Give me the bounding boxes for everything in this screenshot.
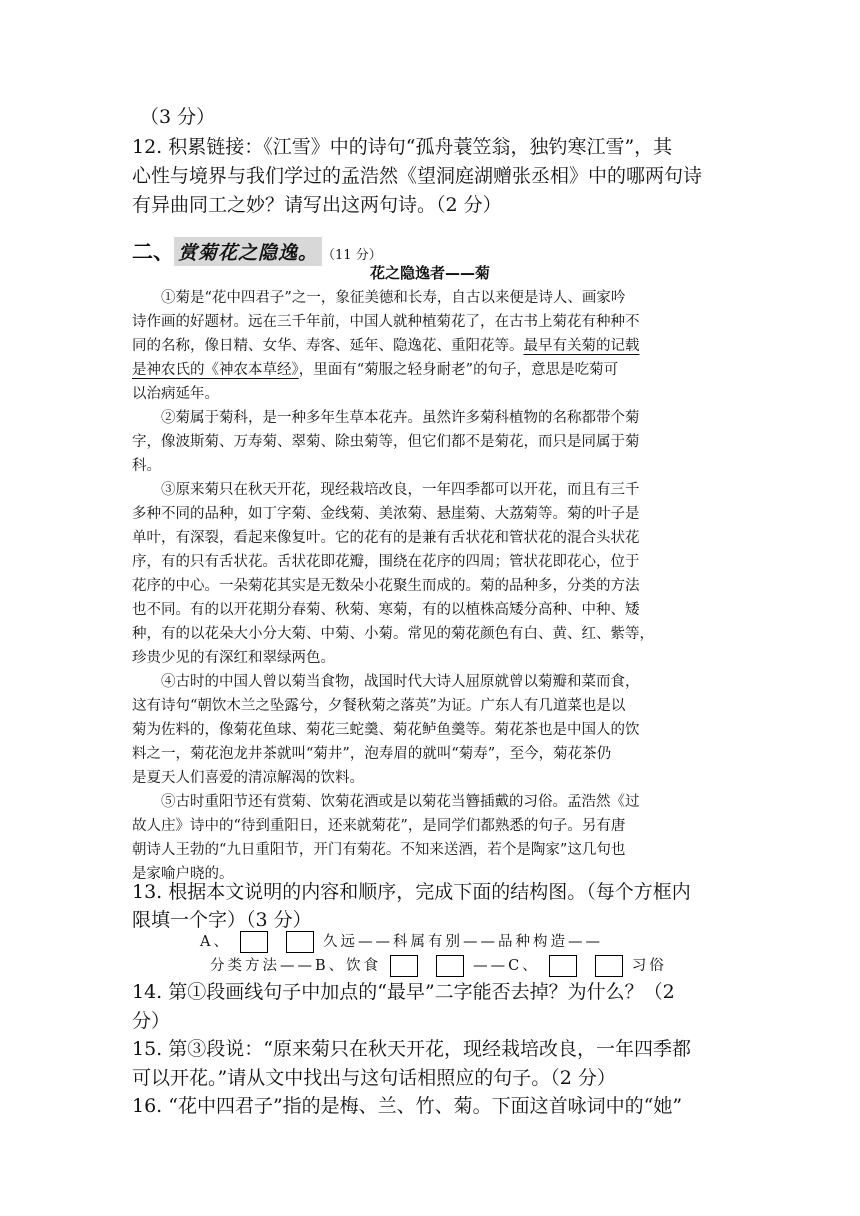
q15-line-1: 15. 第③段说：“原来菊只在秋天开花，现经栽培改良，一年四季都 (132, 1038, 691, 1060)
p2-line-2: 字，像波斯菊、万寿菊、翠菊、除虫菊等，但它们都不是菊花，而只是同属于菊 (132, 434, 640, 450)
p3-line-2: 多种不同的品种，如丁字菊、金线菊、美浓菊、悬崖菊、大荔菊等。菊的叶子是 (132, 506, 640, 522)
q14-line-2: 分） (132, 1010, 171, 1032)
p1-line-4-text: ，里面有“菊服之轻身耐老”的句子，意思是吃菊可 (298, 362, 619, 378)
answer-box-c1[interactable] (549, 955, 577, 977)
diagram-row-2-text: 分类方法——B、饮食 (210, 958, 382, 974)
q12-line-3: 有异曲同工之妙？请写出这两句诗。（2 分） (132, 194, 502, 216)
p3-line-3: 单叶，有深裂，看起来像复叶。它的花有的是兼有舌状花和管状花的混合头状花 (132, 530, 640, 546)
underlined-sentence-part-1: 最早有关菊的记载 (523, 338, 640, 354)
p4-line-3: 菊为佐料的，像菊花鱼球、菊花三蛇羹、菊花鲈鱼羹等。菊花茶也是中国人的饮 (132, 722, 640, 738)
p1-line-3-text: 同的名称，像日精、女华、寿客、延年、隐逸花、重阳花等。 (132, 338, 524, 354)
q16-line-1: 16. “花中四君子”指的是梅、兰、竹、菊。下面这首咏词中的“她” (132, 1095, 683, 1117)
q13-line-2: 限填一个字）（3 分） (132, 909, 312, 931)
diagram-label-c: ——C、 (473, 958, 540, 974)
section-points: （11 分） (322, 248, 382, 263)
q13-line-1: 13. 根据本文说明的内容和顺序，完成下面的结构图。（每个方框内 (132, 881, 691, 903)
p3-line-8: 珍贵少见的有深红和翠绿两色。 (132, 650, 335, 666)
p1-line-3 (132, 335, 640, 359)
structure-diagram-row-2 (210, 954, 667, 977)
p2-line-3: 科。 (132, 458, 161, 474)
p1-line-1: ①菊是“花中四君子”之一，象征美德和长寿，自古以来便是诗人、画家吟 (161, 290, 626, 306)
p3-line-4: 序，有的只有舌状花。舌状花即花瓣，围绕在花序的四周；管状花即花心，位于 (132, 554, 640, 570)
p3-line-6: 也不同。有的以开花期分春菊、秋菊、寒菊，有的以植株高矮分高种、中种、矮 (132, 602, 640, 618)
p3-line-5: 花序的中心。一朵菊花其实是无数朵小花聚生而成的。菊的品种多，分类的方法 (132, 578, 640, 594)
p5-line-2: 故人庄》诗中的“待到重阳日，还来就菊花”，是同学们都熟悉的句子。另有唐 (132, 818, 626, 834)
p1-line-5: 以治病延年。 (132, 386, 219, 402)
q12-line-2: 心性与境界与我们学过的孟浩然《望洞庭湖赠张丞相》中的哪两句诗 (132, 165, 703, 187)
p2-line-1: ②菊属于菊科，是一种多年生草本花卉。虽然许多菊科植物的名称都带个菊 (161, 410, 640, 426)
answer-box-b2[interactable] (436, 955, 464, 977)
answer-box-b1[interactable] (390, 955, 418, 977)
answer-box-c2[interactable] (595, 955, 623, 977)
p3-line-1: ③原来菊只在秋天开花，现经栽培改良，一年四季都可以开花，而且有三千 (161, 482, 640, 498)
points-line: （3 分） (140, 106, 216, 128)
p3-line-7: 种，有的以花朵大小分大菊、中菊、小菊。常见的菊花颜色有白、黄、红、紫等， (132, 626, 654, 642)
p1-line-4 (132, 359, 618, 383)
p5-line-3: 朝诗人王勃的“九日重阳节，开门有菊花。不知来送酒，若个是陶家”这几句也 (132, 842, 626, 858)
q12-line-1: 12. 积累链接：《江雪》中的诗句“孤舟蓑笠翁，独钓寒江雪”，其 (132, 136, 673, 158)
q15-line-2: 可以开花。”请从文中找出与这句话相照应的句子。（2 分） (132, 1067, 616, 1089)
diagram-row-2-end: 习俗 (631, 958, 667, 974)
p4-line-4: 料之一，菊花泡龙井茶就叫“菊井”，泡寿眉的就叫“菊寿”，至今，菊花茶仍 (132, 746, 612, 762)
p4-line-1: ④古时的中国人曾以菊当食物，战国时代大诗人屈原就曾以菊瓣和菜而食， (161, 674, 640, 690)
answer-box-a1[interactable] (240, 931, 268, 953)
section-title: 赏菊花之隐逸。 (174, 237, 322, 266)
p1-line-2: 诗作画的好题材。远在三千年前，中国人就种植菊花了，在古书上菊花有种种不 (132, 314, 640, 330)
article-title: 花之隐逸者——菊 (369, 264, 490, 282)
diagram-label-a: A、 (200, 934, 231, 950)
underlined-sentence-part-2: 是神农氏的《神农本草经》 (132, 362, 299, 378)
p4-line-2: 这有诗句“朝饮木兰之坠露兮，夕餐秋菊之落英”为证。广东人有几道菜也是以 (132, 698, 626, 714)
diagram-row-1-text: 久远——科属有别——品种构造—— (322, 934, 603, 950)
q14-line-1: 14. 第①段画线句子中加点的“最早”二字能否去掉？为什么？（2 (132, 981, 675, 1003)
p5-line-1: ⑤古时重阳节还有赏菊、饮菊花酒或是以菊花当簪插戴的习俗。孟浩然《过 (161, 794, 640, 810)
answer-box-a2[interactable] (286, 931, 314, 953)
section-number: 二、 (132, 239, 174, 264)
p4-line-5: 是夏天人们喜爱的清凉解渴的饮料。 (132, 770, 364, 786)
p5-line-4: 是家喻户晓的。 (132, 866, 234, 882)
structure-diagram-row-1 (200, 930, 603, 953)
